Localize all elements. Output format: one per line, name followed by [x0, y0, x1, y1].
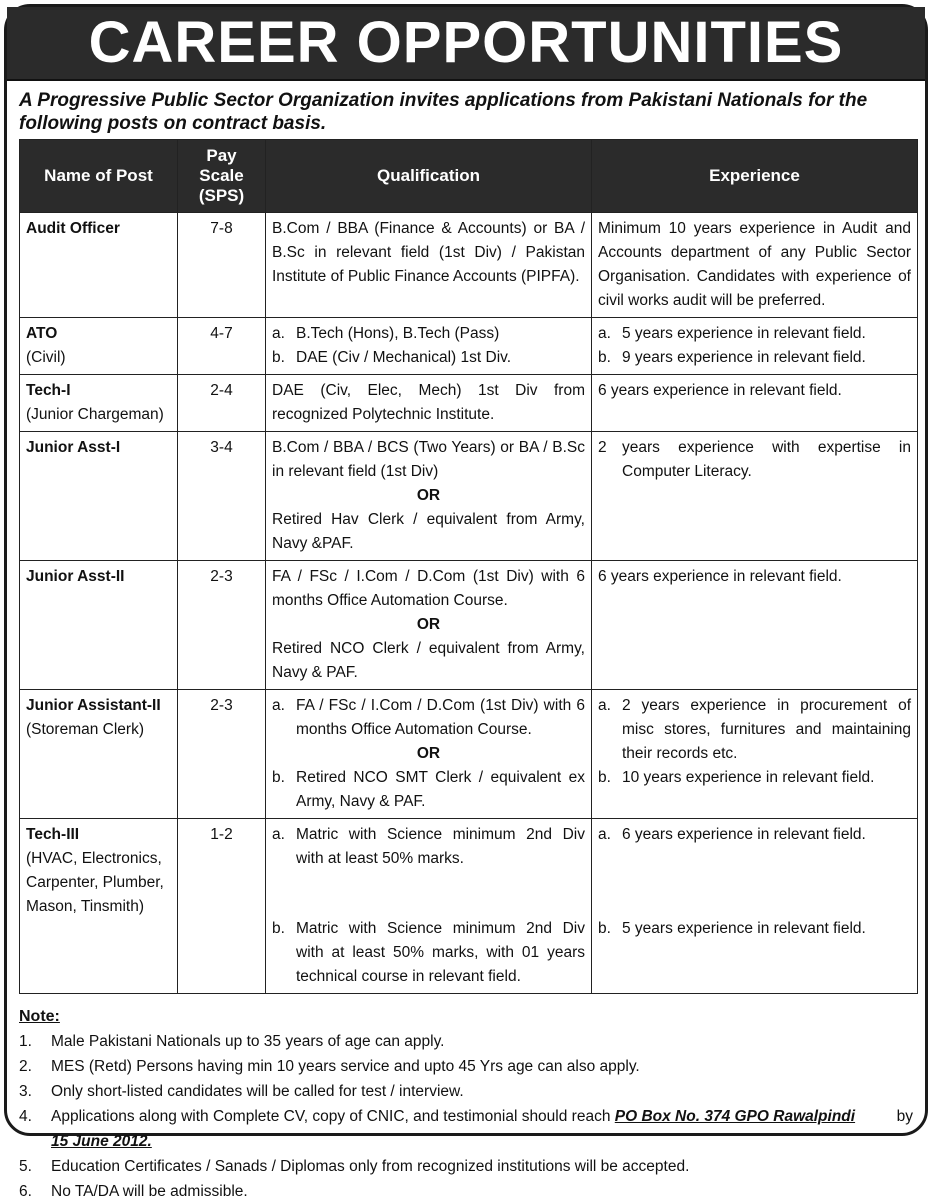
list-text: 5 years experience in relevant field. [622, 325, 866, 342]
post-subtitle: (Civil) [26, 349, 66, 366]
or-separator: OR [416, 487, 441, 504]
note-item [19, 1154, 913, 1179]
post-cell [20, 432, 178, 561]
page-title: CAREER OPPORTUNITIES [88, 10, 844, 75]
list-marker: b. [272, 769, 285, 786]
experience-cell: Minimum 10 years experience in Audit and Accounts department of any Public Sector Organisation. Candidates with experience of civil works audit will be preferred. [592, 213, 918, 318]
experience-cell: 6 years experience in relevant field. [592, 561, 918, 690]
list-item [272, 322, 585, 346]
note-text [51, 1104, 913, 1154]
header-scale-line2: (SPS) [198, 186, 245, 205]
scale-cell: 3-4 [178, 432, 266, 561]
note-text: MES (Retd) Persons having min 10 years service and upto 45 Yrs age can also apply. [51, 1058, 640, 1075]
note-number: 4. [19, 1108, 32, 1125]
or-separator: OR [416, 745, 441, 762]
note-item [19, 1029, 913, 1054]
note-number: 5. [19, 1158, 32, 1175]
list-text: FA / FSc / I.Com / D.Com (1st Div) with 6 months Office Automation Course. [296, 697, 585, 738]
list-text: B.Tech (Hons), B.Tech (Pass) [296, 325, 500, 342]
list-text: 2 years experience in procurement of misc stores, furnitures and maintaining their records etc. [622, 697, 911, 762]
title-banner [7, 7, 925, 81]
list-item [272, 346, 585, 370]
post-subtitle: (Storeman Clerk) [26, 721, 144, 738]
qualification-cell: DAE (Civ, Elec, Mech) 1st Div from recognized Polytechnic Institute. [266, 375, 592, 432]
spacer [272, 871, 585, 917]
header-post: Name of Post [20, 140, 178, 213]
note-text: Education Certificates / Sanads / Diplomas only from recognized institutions will be accepted. [51, 1158, 690, 1175]
post-name: Tech-I [26, 382, 71, 399]
post-cell [20, 375, 178, 432]
post-name: Junior Asst-I [26, 439, 121, 456]
note-number: 3. [19, 1083, 32, 1100]
qualification-cell [266, 432, 592, 561]
list-item [598, 322, 911, 346]
list-marker: a. [598, 325, 611, 342]
post-cell [20, 561, 178, 690]
header-experience: Experience [592, 140, 918, 213]
posts-table [19, 139, 918, 994]
table-row [20, 690, 918, 819]
list-item [598, 917, 911, 941]
scale-cell: 7-8 [178, 213, 266, 318]
notes-title: Note: [19, 1008, 60, 1025]
note-item [19, 1179, 913, 1204]
advertisement-frame [4, 4, 928, 1200]
list-marker: b. [272, 920, 285, 937]
list-item [598, 346, 911, 370]
note-item [19, 1054, 913, 1079]
post-cell [20, 318, 178, 375]
scale-cell: 4-7 [178, 318, 266, 375]
post-name: Junior Assistant-II [26, 697, 161, 714]
note-number: 6. [19, 1183, 32, 1200]
list-text: Matric with Science minimum 2nd Div with at least 50% marks. [296, 826, 585, 867]
list-item [272, 694, 585, 742]
list-marker: a. [272, 826, 285, 843]
post-name: Tech-III [26, 826, 80, 843]
header-scale [178, 140, 266, 213]
list-item [272, 823, 585, 871]
list-marker: a. [598, 697, 611, 714]
or-separator: OR [416, 616, 441, 633]
postal-address: PO Box No. 374 GPO Rawalpindi [614, 1108, 856, 1125]
note-text: Male Pakistani Nationals up to 35 years of age can apply. [51, 1033, 445, 1050]
scale-cell: 2-3 [178, 690, 266, 819]
table-row [20, 375, 918, 432]
post-name: ATO [26, 325, 58, 342]
deadline-date: 15 June 2012. [51, 1133, 152, 1150]
list-text: Matric with Science minimum 2nd Div with at least 50% marks, with 01 years technical course in relevant field. [296, 920, 585, 985]
qualification-cell [266, 690, 592, 819]
list-marker: a. [598, 826, 611, 843]
experience-cell [592, 819, 918, 994]
qualification-cell [266, 318, 592, 375]
scale-cell: 1-2 [178, 819, 266, 994]
qualification-cell [266, 561, 592, 690]
list-marker: b. [598, 769, 611, 786]
table-row [20, 213, 918, 318]
experience-cell [592, 690, 918, 819]
experience-cell [592, 318, 918, 375]
qualification-option: Retired NCO Clerk / equivalent from Army, Navy & PAF. [272, 640, 585, 681]
header-scale-line1: Pay Scale [199, 146, 244, 185]
table-row [20, 819, 918, 994]
notes-section [19, 1004, 913, 1204]
table-header-row [20, 140, 918, 213]
qualification-option: Retired Hav Clerk / equivalent from Army, Navy &PAF. [272, 511, 585, 552]
post-subtitle: (HVAC, Electronics, Carpenter, Plumber, Mason, Tinsmith) [26, 850, 164, 915]
list-text: 10 years experience in relevant field. [622, 769, 875, 786]
list-marker: a. [272, 697, 285, 714]
list-text: 6 years experience in relevant field. [622, 826, 866, 843]
experience-cell [592, 432, 918, 561]
list-item [598, 436, 911, 484]
list-text: 9 years experience in relevant field. [622, 349, 866, 366]
list-marker: b. [598, 349, 611, 366]
post-subtitle: (Junior Chargeman) [26, 406, 164, 423]
table-row [20, 561, 918, 690]
experience-cell: 6 years experience in relevant field. [592, 375, 918, 432]
list-text: DAE (Civ / Mechanical) 1st Div. [296, 349, 512, 366]
note-item [19, 1079, 913, 1104]
list-text: 5 years experience in relevant field. [622, 920, 866, 937]
qualification-option: B.Com / BBA / BCS (Two Years) or BA / B.Sc in relevant field (1st Div) [272, 439, 585, 480]
list-text: Retired NCO SMT Clerk / equivalent ex Army, Navy & PAF. [296, 769, 585, 810]
note-text: No TA/DA will be admissible. [51, 1183, 248, 1200]
list-item [598, 766, 911, 790]
list-item [598, 694, 911, 766]
list-marker: a. [272, 325, 285, 342]
note-number: 1. [19, 1033, 32, 1050]
scale-cell: 2-4 [178, 375, 266, 432]
list-marker: 2 [598, 439, 607, 456]
qualification-cell [266, 819, 592, 994]
post-name: Audit Officer [26, 220, 120, 237]
qualification-option: FA / FSc / I.Com / D.Com (1st Div) with 6 months Office Automation Course. [272, 568, 585, 609]
list-marker: b. [598, 920, 611, 937]
spacer [598, 847, 911, 917]
post-cell [20, 213, 178, 318]
post-cell [20, 819, 178, 994]
list-text: years experience with expertise in Computer Literacy. [622, 439, 911, 480]
qualification-cell: B.Com / BBA (Finance & Accounts) or BA / B.Sc in relevant field (1st Div) / Pakistan Institute of Public Finance Accounts (PIPFA). [266, 213, 592, 318]
list-marker: b. [272, 349, 285, 366]
post-name: Junior Asst-II [26, 568, 125, 585]
note-item [19, 1104, 913, 1154]
note-text-prefix: Applications along with Complete CV, copy of CNIC, and testimonial should reach [51, 1108, 611, 1125]
table-row [20, 318, 918, 375]
list-item [272, 917, 585, 989]
list-item [598, 823, 911, 847]
note-text-by: by [896, 1108, 913, 1125]
table-row [20, 432, 918, 561]
list-item [272, 766, 585, 814]
scale-cell: 2-3 [178, 561, 266, 690]
note-text: Only short-listed candidates will be called for test / interview. [51, 1083, 464, 1100]
intro-text: A Progressive Public Sector Organization invites applications from Pakistani Nationals for the following posts on contract basis. [19, 90, 868, 134]
header-qualification: Qualification [266, 140, 592, 213]
note-number: 2. [19, 1058, 32, 1075]
post-cell [20, 690, 178, 819]
